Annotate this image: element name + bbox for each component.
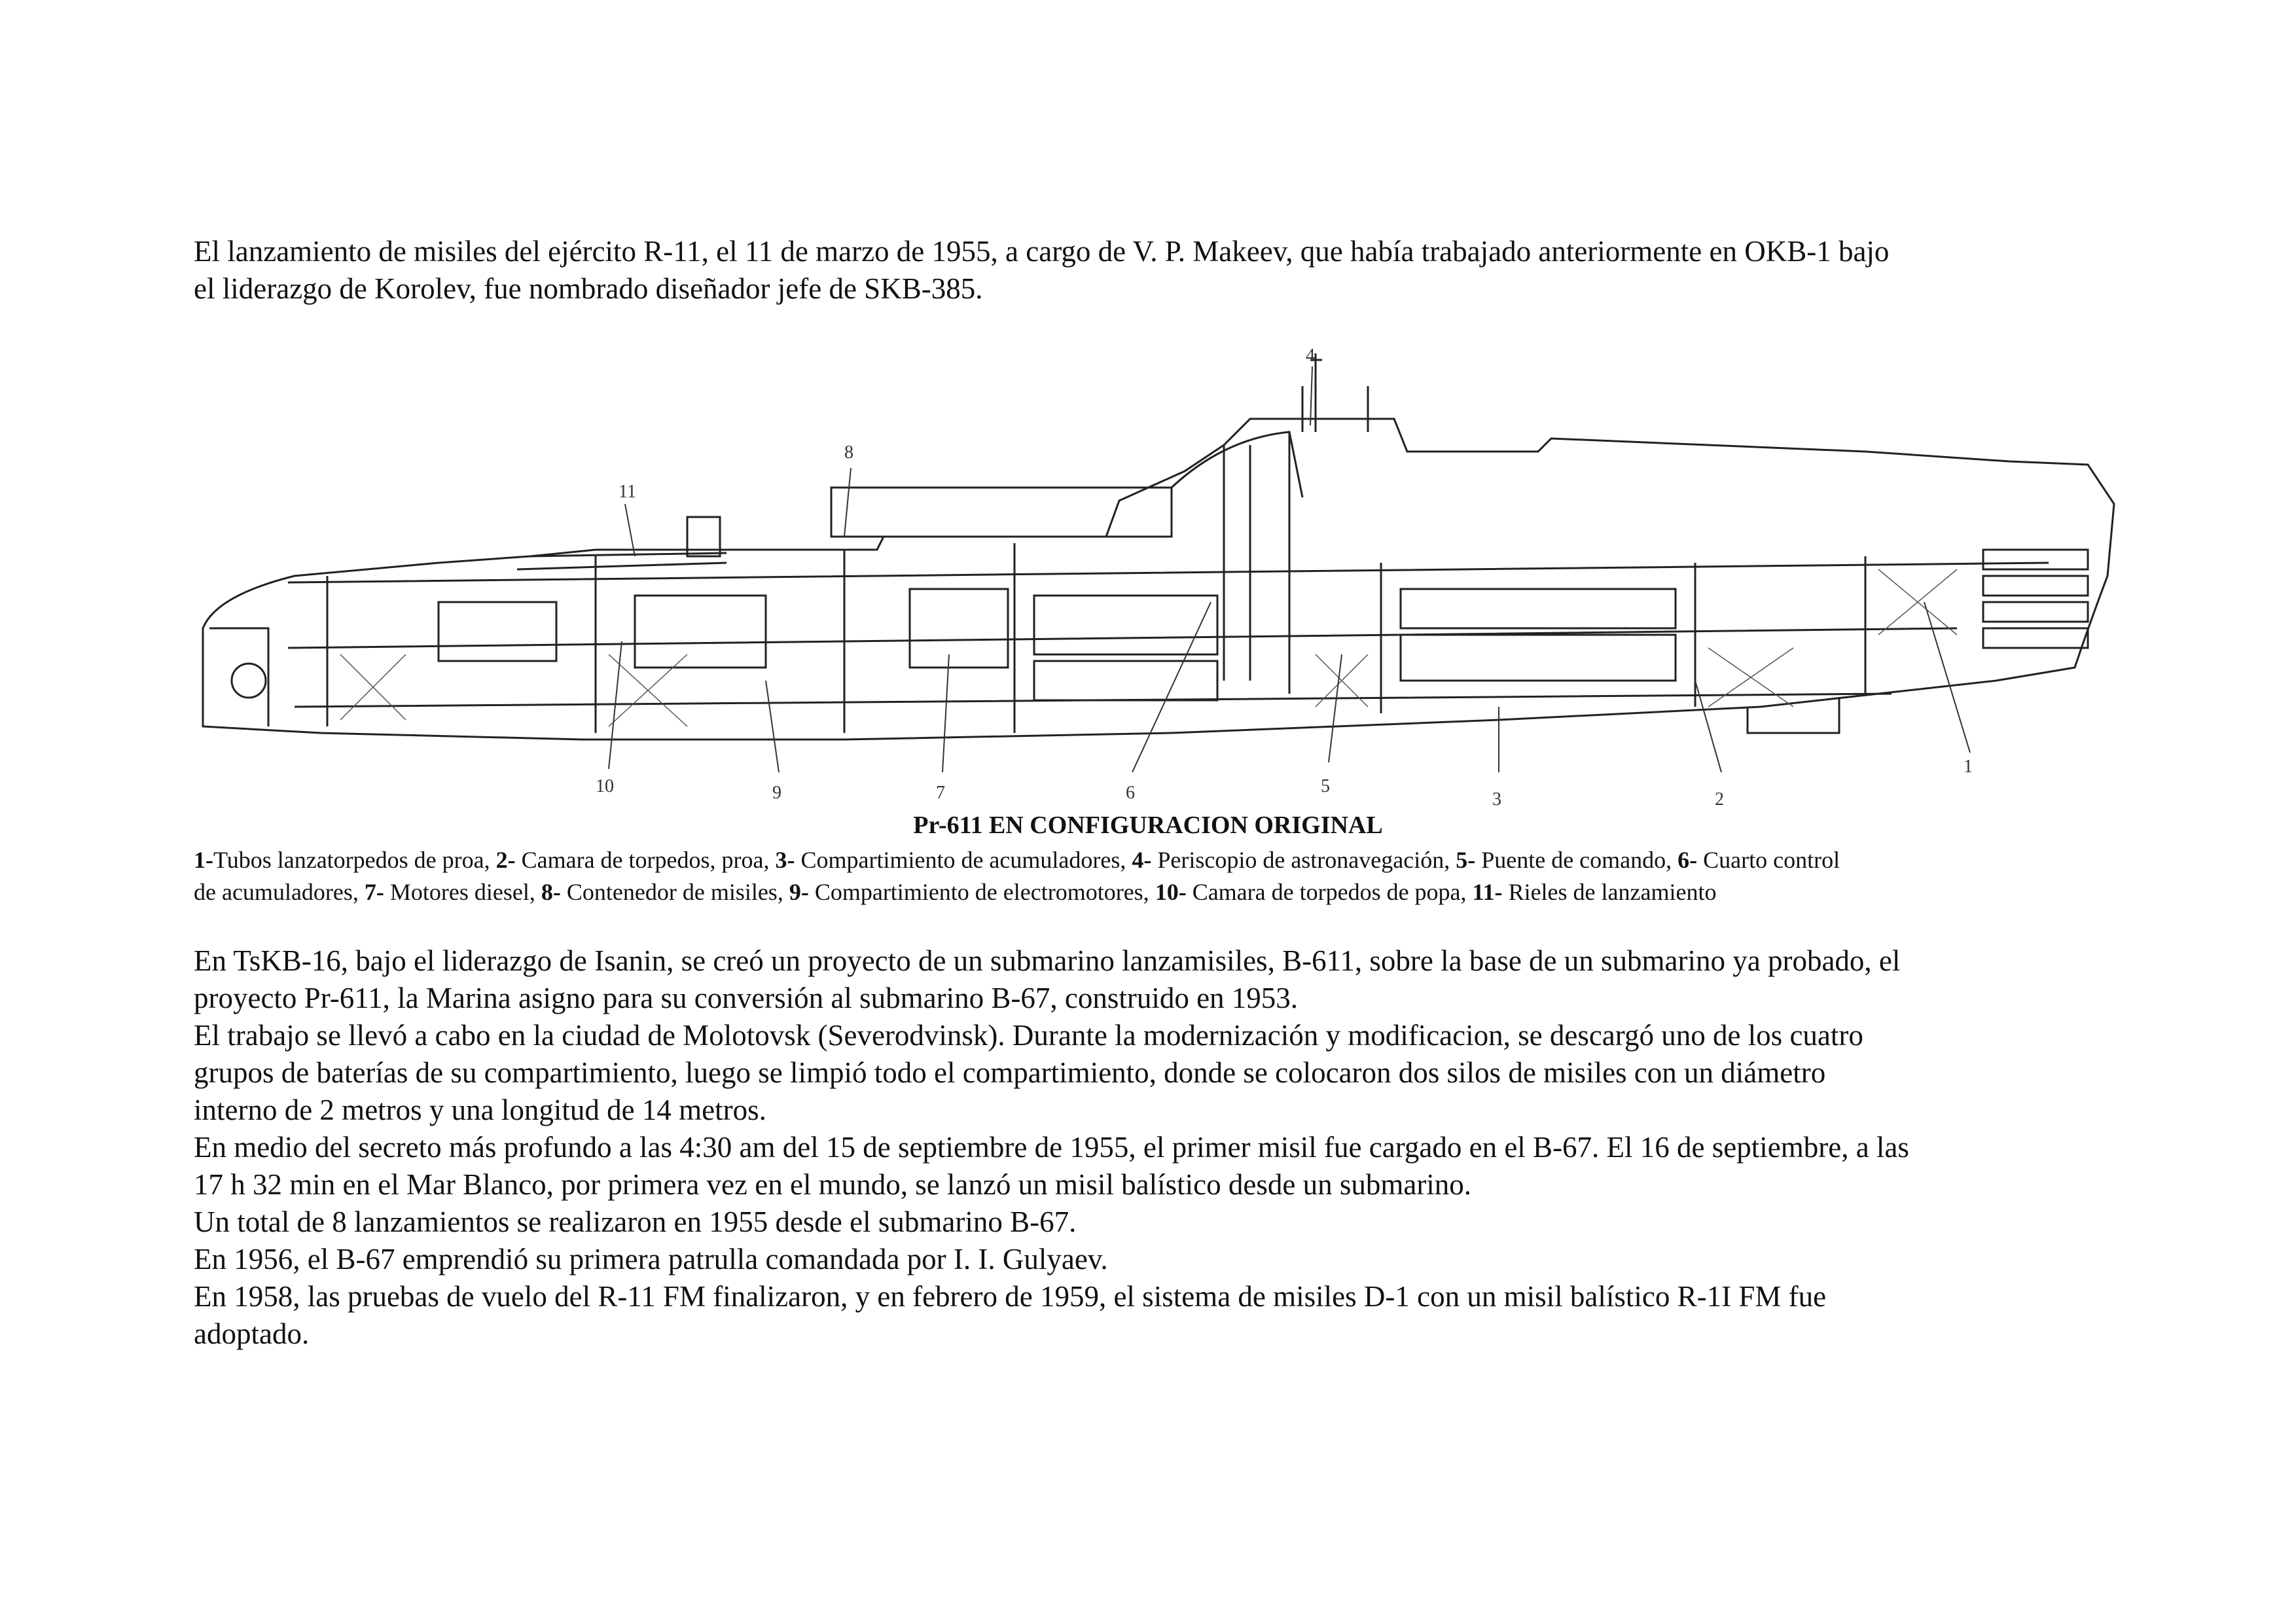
legend-number: 4- (1132, 847, 1152, 873)
callout-2: 2 (1715, 789, 1724, 810)
legend-text: Periscopio de astronavegación, (1151, 847, 1456, 873)
body-line: En TsKB-16, bajo el liderazgo de Isanin, se creó un proyecto de un submarino lanzamisiles, B-611, sobre la base de un submarino ya probado, el (194, 944, 1901, 977)
intro-paragraph (194, 233, 2131, 308)
legend-text: Camara de torpedos de popa, (1186, 879, 1473, 905)
submarine-cutaway-drawing (190, 340, 2140, 818)
callout-9: 9 (772, 783, 781, 803)
figure-legend (194, 844, 2131, 908)
legend-text: Motores diesel, (384, 879, 541, 905)
body-line: En medio del secreto más profundo a las 4:30 am del 15 de septiembre de 1955, el primer misil fue cargado en el B-67. El 16 de septiembre, a las (194, 1131, 1909, 1164)
legend-number: 8- (541, 879, 561, 905)
body-line: grupos de baterías de su compartimiento, luego se limpió todo el compartimiento, donde se colocaron dos silos de misiles con un diámetro (194, 1056, 1826, 1089)
body-line: En 1958, las pruebas de vuelo del R-11 FM finalizaron, y en febrero de 1959, el sistema de misiles D-1 con un misil balístico R-1I FM fue (194, 1280, 1827, 1313)
legend-text: Rieles de lanzamiento (1502, 879, 1717, 905)
legend-text: Contenedor de misiles, (560, 879, 789, 905)
legend-text: de acumuladores, (194, 879, 365, 905)
legend-text: Compartimiento de acumuladores, (795, 847, 1132, 873)
intro-line: El lanzamiento de misiles del ejército R-11, el 11 de marzo de 1955, a cargo de V. P. Makeev, que había trabajado anteriormente en OKB-1 bajo (194, 235, 1890, 268)
legend-number: 6- (1677, 847, 1698, 873)
legend-number: 9- (789, 879, 809, 905)
body-line: 17 h 32 min en el Mar Blanco, por primera vez en el mundo, se lanzó un misil balístico desde un submarino. (194, 1168, 1472, 1201)
callout-8: 8 (844, 442, 853, 463)
callout-3: 3 (1492, 789, 1501, 810)
legend-number: 7- (364, 879, 384, 905)
callout-4: 4 (1306, 346, 1315, 366)
callout-10: 10 (596, 776, 614, 796)
callout-11: 11 (619, 482, 636, 502)
body-paragraph (194, 942, 2131, 1353)
legend-text: Puente de comando, (1475, 847, 1678, 873)
legend-number: 2- (495, 847, 516, 873)
body-line: proyecto Pr-611, la Marina asigno para su conversión al submarino B-67, construido en 1953. (194, 982, 1299, 1014)
body-line: adoptado. (194, 1317, 310, 1350)
legend-line (194, 844, 2131, 876)
legend-number: 10- (1155, 879, 1187, 905)
body-line: interno de 2 metros y una longitud de 14 metros. (194, 1094, 766, 1126)
figure-title: Pr-611 EN CONFIGURACION ORIGINAL (913, 812, 1383, 839)
body-line: El trabajo se llevó a cabo en la ciudad de Molotovsk (Severodvinsk). Durante la modernización y modificacion, se descargó uno de los cuatro (194, 1019, 1863, 1052)
legend-text: Camara de torpedos, proa, (515, 847, 776, 873)
callout-6: 6 (1126, 783, 1135, 803)
legend-text: Cuarto control (1697, 847, 1840, 873)
legend-number: 3- (775, 847, 795, 873)
legend-number: 1- (194, 847, 213, 873)
intro-line: el liderazgo de Korolev, fue nombrado diseñador jefe de SKB-385. (194, 272, 983, 305)
legend-number: 5- (1456, 847, 1476, 873)
callout-7: 7 (936, 783, 945, 803)
legend-line (194, 876, 2131, 908)
body-line: Un total de 8 lanzamientos se realizaron en 1955 desde el submarino B-67. (194, 1205, 1077, 1238)
legend-number: 11- (1472, 879, 1503, 905)
callout-1: 1 (1964, 757, 1973, 777)
legend-text: Tubos lanzatorpedos de proa, (213, 847, 496, 873)
body-line: En 1956, el B-67 emprendió su primera patrulla comandada por I. I. Gulyaev. (194, 1243, 1108, 1275)
legend-text: Compartimiento de electromotores, (808, 879, 1155, 905)
submarine-cutaway-figure (190, 340, 2140, 818)
callout-5: 5 (1321, 776, 1330, 796)
